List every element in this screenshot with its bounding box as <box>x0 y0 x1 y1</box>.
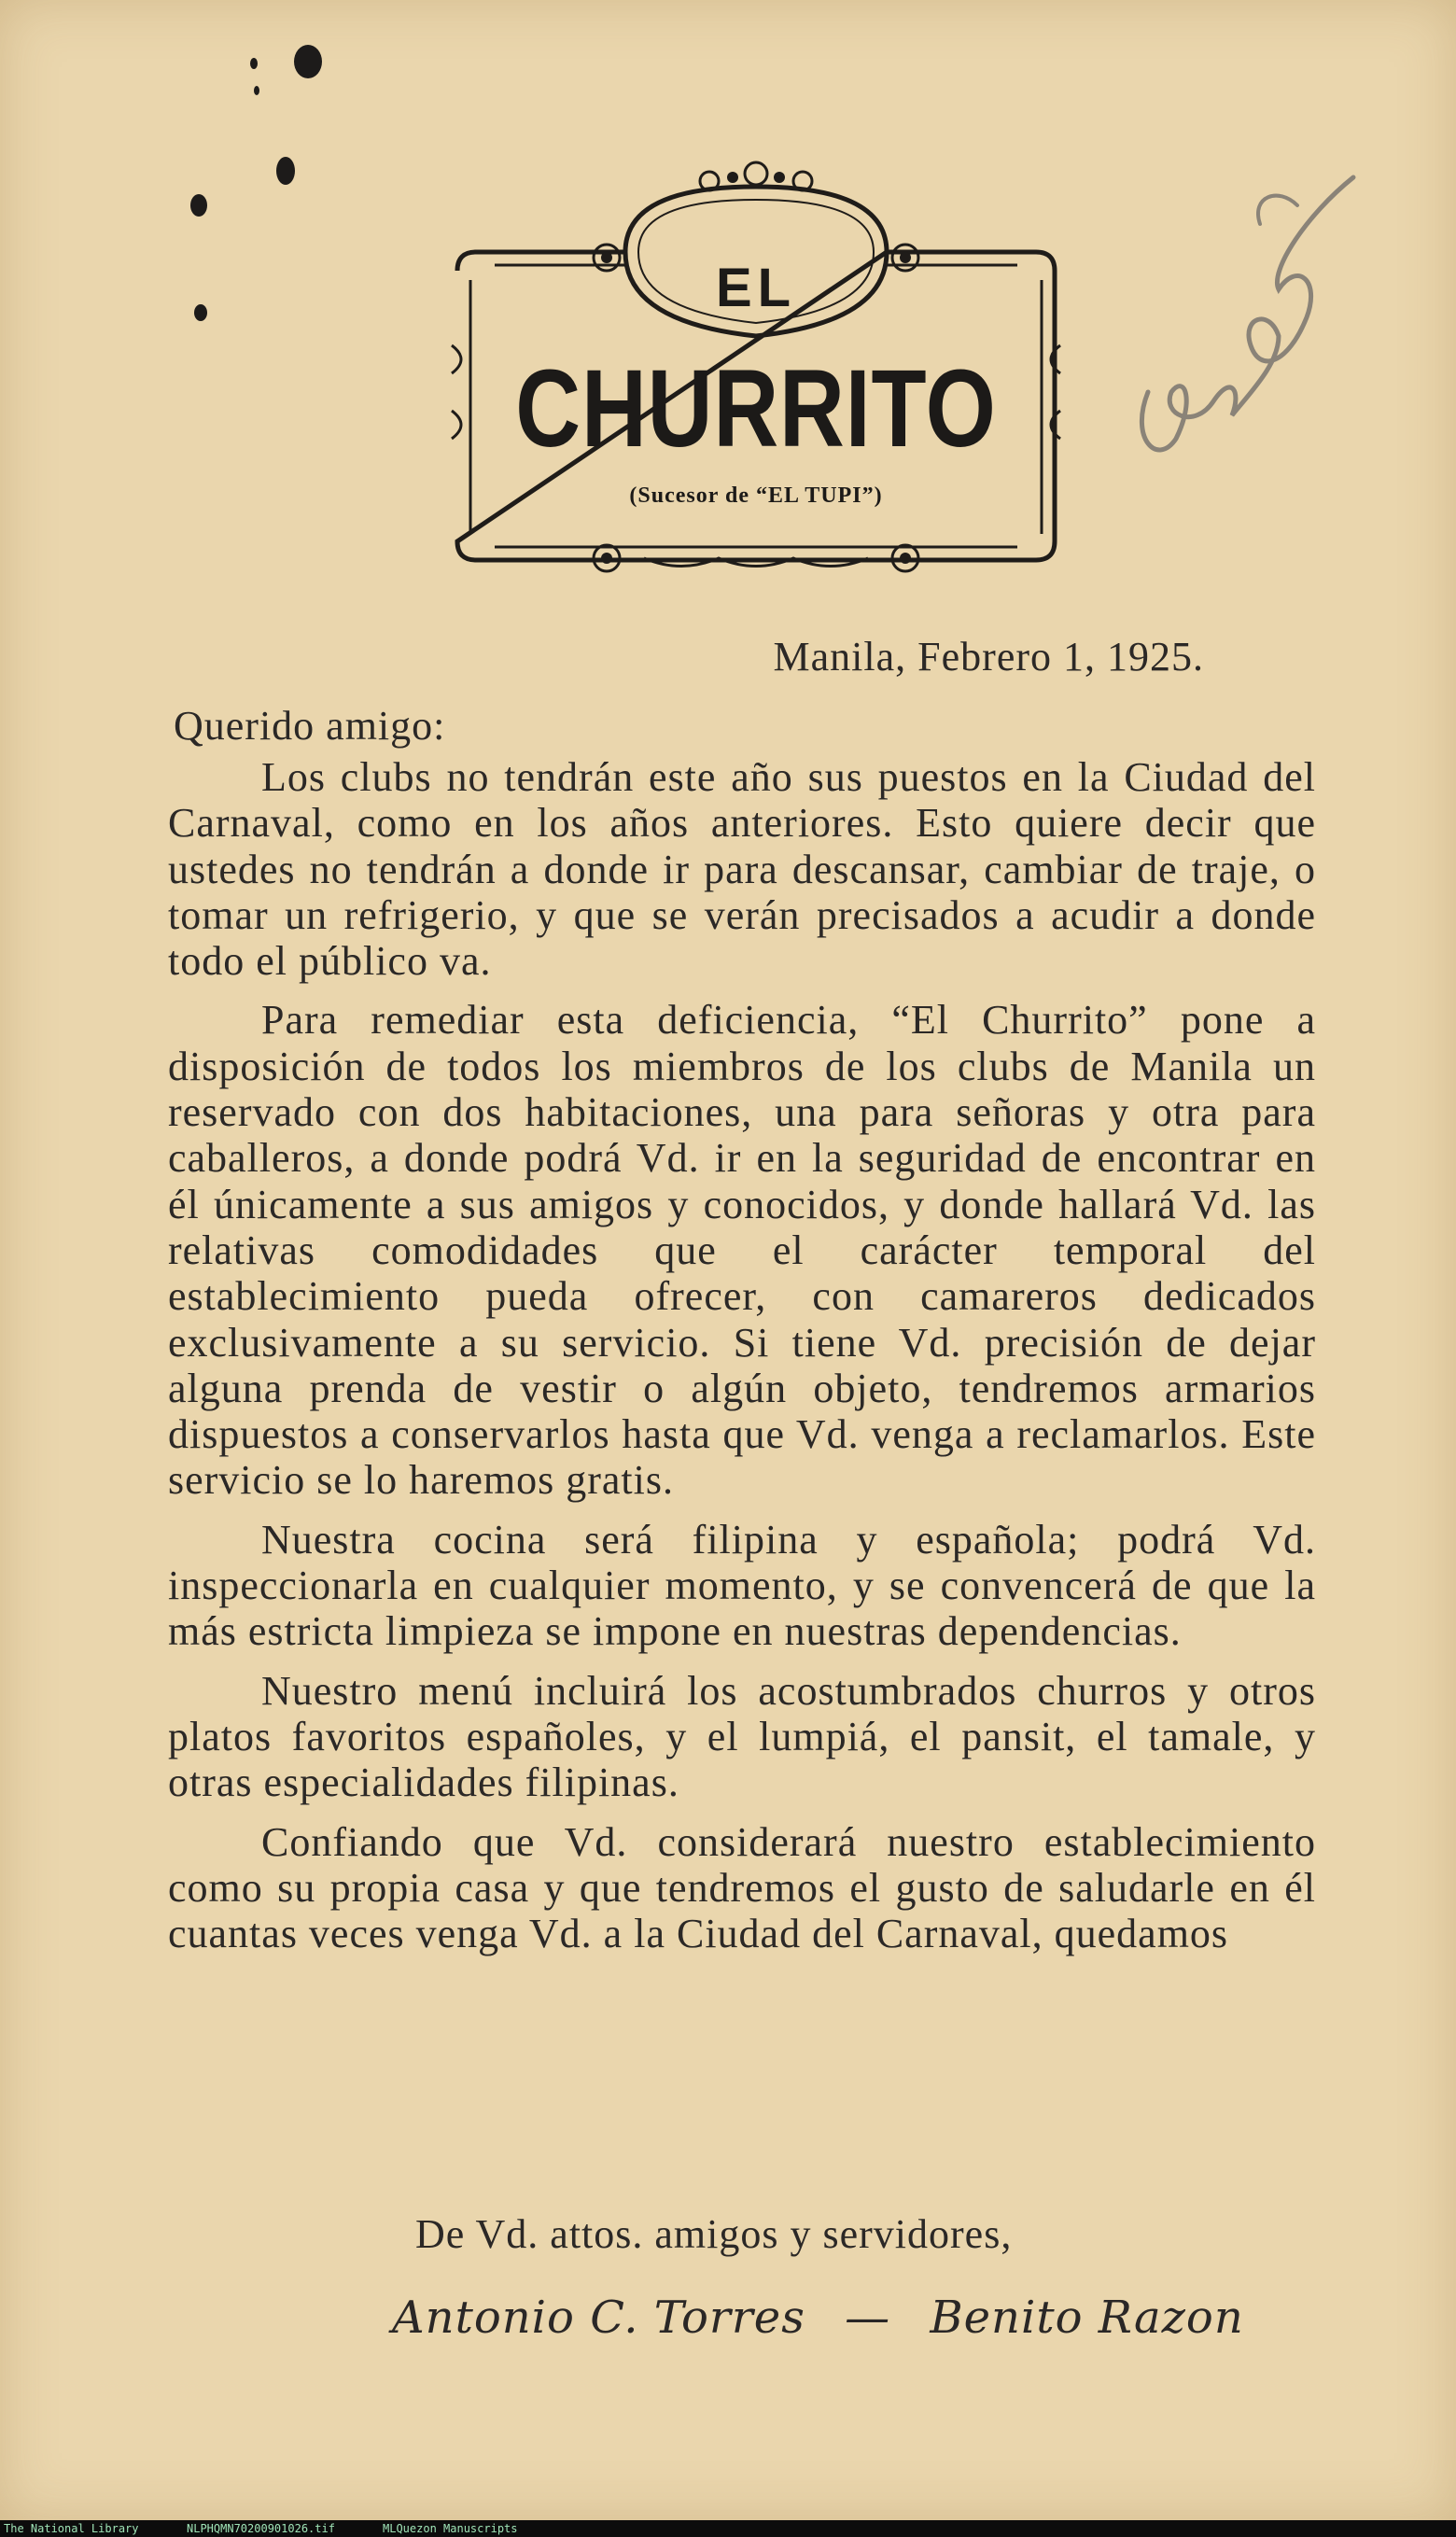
body-paragraph: Nuestra cocina será filipina y española; podrá Vd. inspeccionarla en cualquier momento, y se convencerá de que la más estricta limpieza se impone en nuestras dependencias. <box>168 1516 1316 1655</box>
ink-spot <box>250 58 258 69</box>
footer-collection: MLQuezon Manuscripts <box>383 2522 518 2535</box>
signature-second: Benito Razon <box>930 2292 1244 2344</box>
signature-first: Antonio C. Torres <box>392 2292 805 2344</box>
footer-bar <box>0 2520 1456 2537</box>
body-paragraph: Para remediar esta deficiencia, “El Churrito” pone a disposición de todos los miembros de los clubs de Manila un reservado con dos habitaciones, una para señoras y otra para caballeros, a donde podrá Vd. ir en la seguridad de encontrar en él únicamente a sus amigos y conocidos, y donde hallará Vd. las relativas comodidades que el carácter temporal del establecimiento pueda ofrecer, con camareros dedicados exclusivamente a su servicio. Si tiene Vd. precisión de dejar alguna prenda de vestir o algún objeto, tendremos armarios dispuestos a conservarlos hasta que Vd. venga a reclamarlos. Este servicio se lo haremos gratis. <box>168 997 1316 1504</box>
letter-body <box>168 754 1316 1969</box>
ink-spot <box>190 194 207 217</box>
closing: De Vd. attos. amigos y servidores, <box>415 2211 1013 2257</box>
dateline: Manila, Febrero 1, 1925. <box>773 634 1204 680</box>
pencil-annotation <box>1120 159 1363 495</box>
footer-filename: NLPHQMN70200901026.tif <box>187 2522 335 2535</box>
letterhead <box>439 159 1073 597</box>
body-paragraph: Confiando que Vd. considerará nuestro establecimiento como su propia casa y que tendremos el gusto de saludarle en él cuantas veces venga Vd. a la Ciudad del Carnaval, quedamos <box>168 1818 1316 1957</box>
body-paragraph: Los clubs no tendrán este año sus puestos en la Ciudad del Carnaval, como en los años anteriores. Esto quiere decir que ustedes no tendrán a donde ir para descansar, cambiar de traje, o tomar un refrigerio, y que se verán precisados a acudir a donde todo el público va. <box>168 754 1316 985</box>
letterhead-subtitle: (Sucesor de “EL TUPI”) <box>629 484 883 508</box>
footer-library: The National Library <box>4 2522 139 2535</box>
ink-spot <box>294 45 322 78</box>
signatures <box>392 2292 1307 2344</box>
salutation: Querido amigo: <box>174 703 446 749</box>
signature-separator: — <box>845 2292 891 2344</box>
ink-spot <box>276 157 295 185</box>
letterhead-el: EL <box>715 258 797 318</box>
body-paragraph: Nuestro menú incluirá los acostumbrados churros y otros platos favoritos españoles, y el lumpiá, el pansit, el tamale, y otras especialidades filipinas. <box>168 1667 1316 1806</box>
ink-spot <box>254 86 259 95</box>
letterhead-name: CHURRITO <box>515 347 997 470</box>
ink-spot <box>194 304 207 321</box>
